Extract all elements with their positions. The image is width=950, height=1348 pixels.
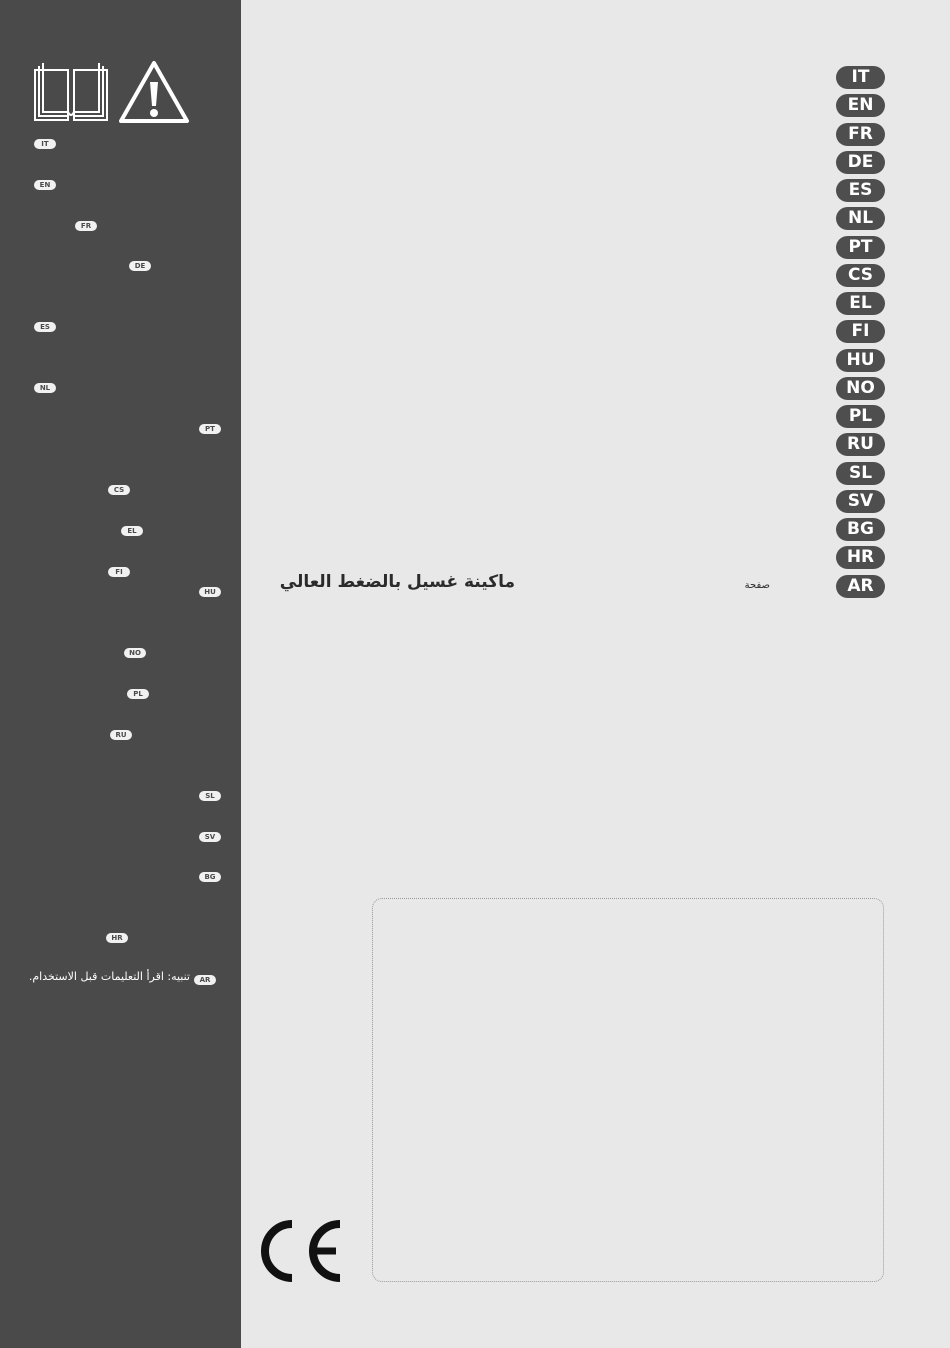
language-marker-hr: HR xyxy=(106,933,128,943)
language-index xyxy=(836,66,885,603)
language-badge-ar[interactable]: AR xyxy=(836,575,885,598)
language-badge-hr[interactable]: HR xyxy=(836,546,885,569)
language-marker-fi: FI xyxy=(108,567,130,577)
language-badge-hu[interactable]: HU xyxy=(836,349,885,372)
language-badge-sl[interactable]: SL xyxy=(836,462,885,485)
language-badge-fi[interactable]: FI xyxy=(836,320,885,343)
language-marker-de: DE xyxy=(129,261,151,271)
label-area xyxy=(372,898,884,1282)
book-manual-icon xyxy=(32,62,110,124)
language-marker-sv: SV xyxy=(199,832,221,842)
arabic-page-label: صفحة xyxy=(744,580,770,591)
language-marker-nl: NL xyxy=(34,383,56,393)
language-marker-ar: AR xyxy=(194,975,216,985)
language-marker-pt: PT xyxy=(199,424,221,434)
language-marker-it: IT xyxy=(34,139,56,149)
language-badge-bg[interactable]: BG xyxy=(836,518,885,541)
language-marker-el: EL xyxy=(121,526,143,536)
language-badge-sv[interactable]: SV xyxy=(836,490,885,513)
arabic-product-title: ماكينة غسيل بالضغط العالي xyxy=(279,572,515,592)
language-badge-ru[interactable]: RU xyxy=(836,433,885,456)
language-badge-es[interactable]: ES xyxy=(836,179,885,202)
ce-mark-icon xyxy=(254,1218,346,1284)
language-marker-fr: FR xyxy=(75,221,97,231)
language-badge-cs[interactable]: CS xyxy=(836,264,885,287)
arabic-warning-text: تنبيه: اقرأ التعليمات قبل الاستخدام. xyxy=(28,970,190,983)
language-marker-hu: HU xyxy=(199,587,221,597)
language-marker-es: ES xyxy=(34,322,56,332)
language-badge-pt[interactable]: PT xyxy=(836,236,885,259)
language-marker-no: NO xyxy=(124,648,146,658)
language-marker-ru: RU xyxy=(110,730,132,740)
language-marker-pl: PL xyxy=(127,689,149,699)
language-badge-pl[interactable]: PL xyxy=(836,405,885,428)
sidebar xyxy=(0,0,241,1348)
language-marker-sl: SL xyxy=(199,791,221,801)
language-badge-fr[interactable]: FR xyxy=(836,123,885,146)
language-badge-el[interactable]: EL xyxy=(836,292,885,315)
language-marker-bg: BG xyxy=(199,872,221,882)
language-marker-cs: CS xyxy=(108,485,130,495)
language-badge-en[interactable]: EN xyxy=(836,94,885,117)
language-badge-no[interactable]: NO xyxy=(836,377,885,400)
warning-triangle-icon xyxy=(118,60,190,124)
language-badge-it[interactable]: IT xyxy=(836,66,885,89)
language-badge-de[interactable]: DE xyxy=(836,151,885,174)
language-marker-en: EN xyxy=(34,180,56,190)
language-badge-nl[interactable]: NL xyxy=(836,207,885,230)
